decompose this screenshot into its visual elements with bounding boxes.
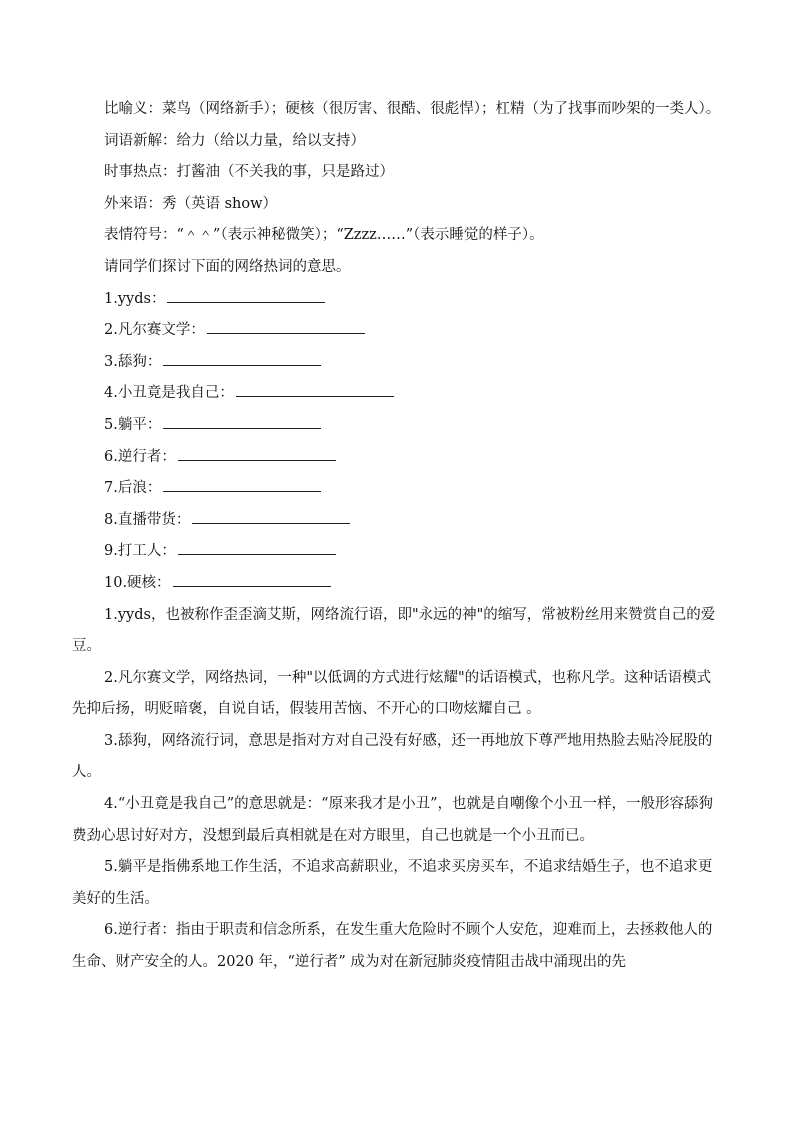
answer-blank [163, 427, 321, 429]
answer-blank [163, 364, 321, 366]
question-label: 4.小丑竟是我自己： [104, 385, 234, 402]
question-label: 6.逆行者： [104, 448, 176, 465]
answer-blank [178, 553, 336, 555]
answer-paragraph: 5.躺平是指佛系地工作生活，不追求高薪职业，不追求买房买车，不追求结婚生子，也不追求更美好的生活。 [72, 859, 713, 907]
answer-paragraph: 1.yyds，也被称作歪歪滴艾斯，网络流行语，即"永远的神"的缩写，常被粉丝用来赞赏自己的爱豆。 [72, 606, 716, 655]
question-label: 2.凡尔赛文学： [104, 322, 205, 339]
question-label: 9.打工人： [104, 543, 176, 560]
answer-paragraph: 3.舔狗，网络流行词，意思是指对方对自己没有好感，还一再地放下尊严地用热脸去贴冷屁股的人。 [72, 732, 713, 781]
question-item [104, 442, 724, 474]
question-item [104, 568, 724, 600]
answer-blank [167, 301, 325, 303]
question-label: 7.后浪： [104, 480, 162, 497]
answer-blank [173, 585, 331, 587]
intro-paragraph: 表情符号：“＾＾”（表示神秘微笑）；“Zzzz……”（表示睡觉的样子）。 [104, 227, 544, 244]
answer-paragraph: 4.“小丑竟是我自己”的意思就是：“原来我才是小丑”，也就是自嘲像个小丑一样，一般形容舔狗费劲心思讨好对方，没想到最后真相就是在对方眼里，自己也就是一个小丑而已。 [72, 796, 713, 844]
question-label: 3.舔狗： [104, 353, 162, 370]
question-item [104, 284, 724, 316]
question-item [104, 378, 724, 410]
intro-paragraph: 词语新解：给力（给以力量，给以支持） [104, 132, 365, 149]
answer-blank [236, 395, 394, 397]
question-item [104, 505, 724, 537]
question-label: 1.yyds： [104, 290, 166, 307]
question-item [104, 473, 724, 505]
answer-paragraph: 2.凡尔赛文学，网络热词，一种"以低调的方式进行炫耀"的话语模式，也称凡学。这种话语模式先抑后扬，明贬暗褒，自说自话，假装用苦恼、不开心的口吻炫耀自己 。 [72, 669, 712, 718]
intro-paragraph: 比喻义：菜鸟（网络新手）；硬核（很厉害、很酷、很彪悍）；杠精（为了找事而吵架的一类人）。 [104, 101, 721, 117]
question-label: 5.躺平： [104, 416, 162, 433]
answer-blank [207, 332, 365, 334]
answer-blank [163, 490, 321, 492]
document-body [72, 94, 724, 979]
question-item [104, 315, 724, 347]
question-item [104, 347, 724, 379]
intro-paragraph: 时事热点：打酱油（不关我的事，只是路过） [104, 164, 394, 181]
question-item [104, 536, 724, 568]
answer-paragraph: 6.逆行者：指由于职责和信念所系，在发生重大危险时不顾个人安危，迎难而上，去拯救他人的生命、财产安全的人。2020 年，“逆行者” 成为对在新冠肺炎疫情阻击战中涌现出的先 [72, 922, 713, 971]
answer-blank [192, 522, 350, 524]
intro-paragraph: 外来语：秀（英语 show） [104, 195, 278, 212]
answer-blank [178, 459, 336, 461]
intro-paragraph: 请同学们探讨下面的网络热词的意思。 [104, 258, 351, 275]
question-item [104, 410, 724, 442]
question-label: 8.直播带货： [104, 511, 191, 528]
question-label: 10.硬核： [104, 574, 171, 591]
